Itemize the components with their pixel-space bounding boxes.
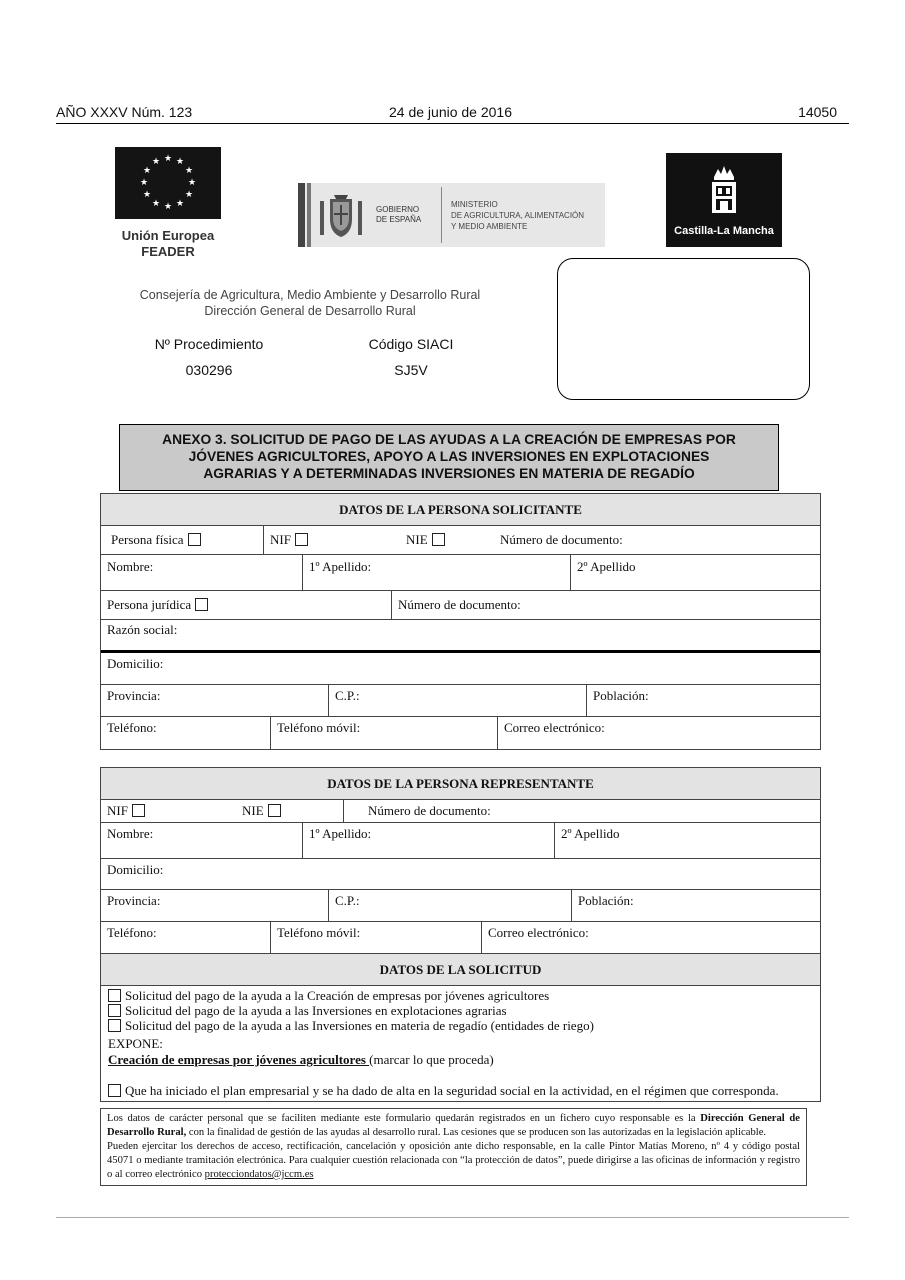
eu-caption-line1: Unión Europea <box>121 228 215 243</box>
rep-nif-checkbox[interactable] <box>132 804 145 817</box>
procedure-label: Nº Procedimiento <box>154 336 264 352</box>
title-line3: AGRARIAS Y A DETERMINADAS INVERSIONES EN MATERIA DE REGADÍO <box>203 466 695 481</box>
footer-divider <box>56 1217 849 1218</box>
movil-field[interactable] <box>270 717 497 749</box>
responsible-name: Dirección General de Desarrollo Rural, <box>107 1113 800 1138</box>
form-title <box>119 424 779 491</box>
eu-caption-line2: FEADER <box>141 244 195 259</box>
request-body <box>101 986 820 1101</box>
persona-fisica-label: Persona física <box>111 532 184 547</box>
request-option2-label: Solicitud del pago de la ayuda a las Inversiones en explotaciones agrarias <box>125 1003 507 1018</box>
rep-document-number-field[interactable] <box>343 800 820 822</box>
legal-paragraph-1 <box>107 1112 800 1140</box>
domicilio-label: Domicilio: <box>107 656 164 671</box>
nie-checkbox[interactable] <box>432 533 445 546</box>
applicant-name-row <box>101 555 820 591</box>
rep-nombre-field[interactable] <box>101 823 302 858</box>
rep-telefono-label: Teléfono: <box>107 925 157 940</box>
document-number-field-2[interactable] <box>391 591 820 619</box>
statement1-checkbox[interactable] <box>108 1084 121 1097</box>
applicant-section <box>100 493 821 750</box>
gobierno-text <box>376 205 438 225</box>
poblacion-field[interactable] <box>586 685 820 716</box>
rep-apellido2-label: 2º Apellido <box>561 826 620 841</box>
nif-checkbox[interactable] <box>295 533 308 546</box>
domicilio-field[interactable] <box>101 653 820 685</box>
page-header <box>56 104 849 124</box>
persona-juridica-label: Persona jurídica <box>107 597 192 612</box>
applicant-contact-row <box>101 717 820 749</box>
section-heading <box>101 954 820 986</box>
persona-fisica-cell[interactable] <box>105 526 263 554</box>
spain-coat-of-arms-icon <box>316 191 366 241</box>
rep-cp-label: C.P.: <box>335 893 360 908</box>
logo-divider <box>441 187 442 243</box>
clm-logo-caption: Castilla-La Mancha <box>674 225 774 237</box>
rep-nie-label: NIE <box>242 803 264 818</box>
legal-paragraph-2 <box>107 1140 800 1182</box>
document-number-label: Número de documento: <box>398 597 521 612</box>
applicant-address-row <box>101 685 820 717</box>
ministry-line2: DE AGRICULTURA, ALIMENTACIÓN <box>451 211 585 220</box>
castilla-la-mancha-logo <box>666 153 782 247</box>
rep-domicilio-field[interactable] <box>101 859 820 890</box>
gobierno-line1: GOBIERNO <box>376 205 420 214</box>
apellido1-label: 1º Apellido: <box>309 559 372 574</box>
movil-label: Teléfono móvil: <box>277 720 361 735</box>
rep-apellido2-field[interactable] <box>554 823 820 858</box>
rep-nif-label: NIF <box>107 803 128 818</box>
data-protection-notice <box>100 1108 807 1186</box>
rep-nombre-label: Nombre: <box>107 826 154 841</box>
crown-castle-icon <box>706 163 742 215</box>
section-heading <box>101 768 820 800</box>
correo-field[interactable] <box>497 717 820 749</box>
title-line2: JÓVENES AGRICULTORES, APOYO A LAS INVERSIONES EN EXPLOTACIONES <box>188 449 710 464</box>
rep-movil-field[interactable] <box>270 922 481 953</box>
siaci-value: SJ5V <box>394 362 428 378</box>
rep-provincia-label: Provincia: <box>107 893 161 908</box>
section-note: (marcar lo que proceda) <box>369 1052 494 1067</box>
provincia-label: Provincia: <box>107 688 161 703</box>
rep-poblacion-field[interactable] <box>571 890 820 921</box>
applicant-id-row <box>101 526 820 555</box>
razon-social-label: Razón social: <box>107 622 178 637</box>
department-block <box>110 287 510 319</box>
rep-apellido1-label: 1º Apellido: <box>309 826 372 841</box>
department-line1: Consejería de Agricultura, Medio Ambiente y Desarrollo Rural <box>139 288 481 302</box>
nif-nie-cell <box>263 526 729 554</box>
rep-correo-field[interactable] <box>481 922 820 953</box>
section-heading <box>101 494 820 526</box>
razon-social-field[interactable] <box>101 620 820 653</box>
cp-field[interactable] <box>328 685 586 716</box>
representative-heading: DATOS DE LA PERSONA REPRESENTANTE <box>327 776 594 791</box>
nie-label: NIE <box>406 532 428 547</box>
procedure-value: 030296 <box>185 362 233 378</box>
request-option3-label: Solicitud del pago de la ayuda a las Inversiones en materia de regadío (entidades de riego) <box>125 1018 594 1033</box>
issue-date: 24 de junio de 2016 <box>389 104 512 120</box>
flag-bar <box>307 183 311 247</box>
poblacion-label: Población: <box>593 688 649 703</box>
representative-id-row <box>101 800 820 823</box>
rep-cp-field[interactable] <box>328 890 571 921</box>
data-protection-email-link[interactable]: protecciondatos@jccm.es <box>204 1169 314 1180</box>
rep-document-number-label: Número de documento: <box>368 803 491 818</box>
rep-provincia-field[interactable] <box>101 890 328 921</box>
registration-stamp-box <box>557 258 810 400</box>
ministry-line1: MINISTERIO <box>451 200 498 209</box>
eu-flag-logo: ★ ★ ★ ★ ★ ★ ★ ★ ★ ★ ★ ★ <box>115 147 221 219</box>
legal-text: Pueden ejercitar los derechos de acceso, rectificación, cancelación y oposición ante dicho responsable, en la calle Pintor Matías Moreno, nº 4 y código postal 45071 o mediante tramitación electrónica. Para cualquier cuestión relacionada con “la protección de datos”, puede dirigirse a las oficinas de información y registro o al correo electrónico <box>107 1141 800 1180</box>
request-option1-label: Solicitud del pago de la ayuda a la Creación de empresas por jóvenes agricultores <box>125 988 550 1003</box>
correo-label: Correo electrónico: <box>504 720 605 735</box>
ministry-logo <box>298 183 605 247</box>
request-option2-checkbox[interactable] <box>108 1004 121 1017</box>
request-option3-checkbox[interactable] <box>108 1019 121 1032</box>
representative-section <box>100 767 821 1102</box>
apellido2-label: 2º Apellido <box>577 559 636 574</box>
legal-text: con la finalidad de gestión de las ayudas al desarrollo rural. Las cesiones que se producen son las autorizadas en la legislación aplicable. <box>186 1127 767 1138</box>
telefono-label: Teléfono: <box>107 720 157 735</box>
rep-apellido1-field[interactable] <box>302 823 554 858</box>
ministry-text <box>451 199 601 232</box>
nif-label: NIF <box>270 532 291 547</box>
persona-fisica-checkbox[interactable] <box>188 533 201 546</box>
ministry-line3: Y MEDIO AMBIENTE <box>451 222 528 231</box>
rep-nif-nie-cell <box>101 800 343 822</box>
request-option1-checkbox[interactable] <box>108 989 121 1002</box>
nombre-field[interactable] <box>101 555 302 590</box>
apellido1-field[interactable] <box>302 555 570 590</box>
flag-bar <box>298 183 305 247</box>
persona-juridica-cell[interactable] <box>101 591 391 619</box>
request-heading: DATOS DE LA SOLICITUD <box>379 962 542 977</box>
nombre-label: Nombre: <box>107 559 154 574</box>
persona-juridica-row <box>101 591 820 620</box>
rep-nie-checkbox[interactable] <box>268 804 281 817</box>
gobierno-line2: DE ESPAÑA <box>376 215 422 224</box>
issue-number: AÑO XXXV Núm. 123 <box>56 104 193 120</box>
legal-text: Los datos de carácter personal que se faciliten mediante este formulario quedarán registrados en un fichero cuyo responsable es la <box>107 1113 701 1124</box>
rep-telefono-field[interactable] <box>101 922 270 953</box>
representative-name-row <box>101 823 820 859</box>
expone-label: EXPONE: <box>108 1036 163 1051</box>
provincia-field[interactable] <box>101 685 328 716</box>
siaci-label: Código SIACI <box>368 336 454 352</box>
representative-contact-row <box>101 922 820 954</box>
persona-juridica-checkbox[interactable] <box>195 598 208 611</box>
apellido2-field[interactable] <box>570 555 820 590</box>
document-number-field[interactable]: Número de documento: <box>500 532 623 547</box>
applicant-heading: DATOS DE LA PERSONA SOLICITANTE <box>339 502 582 517</box>
rep-domicilio-label: Domicilio: <box>107 862 164 877</box>
rep-correo-label: Correo electrónico: <box>488 925 589 940</box>
page-number: 14050 <box>798 104 837 120</box>
representative-address-row <box>101 890 820 922</box>
telefono-field[interactable] <box>101 717 270 749</box>
rep-movil-label: Teléfono móvil: <box>277 925 361 940</box>
title-line1: ANEXO 3. SOLICITUD DE PAGO DE LAS AYUDAS A LA CREACIÓN DE EMPRESAS POR <box>162 432 736 447</box>
cp-label: C.P.: <box>335 688 360 703</box>
section-title: Creación de empresas por jóvenes agricultores <box>108 1052 370 1067</box>
department-line2: Dirección General de Desarrollo Rural <box>204 304 416 318</box>
rep-poblacion-label: Población: <box>578 893 634 908</box>
statement1-label: Que ha iniciado el plan empresarial y se ha dado de alta en la seguridad social en la actividad, en el régimen que corresponda. <box>125 1083 779 1098</box>
eu-logo-caption <box>105 228 231 260</box>
